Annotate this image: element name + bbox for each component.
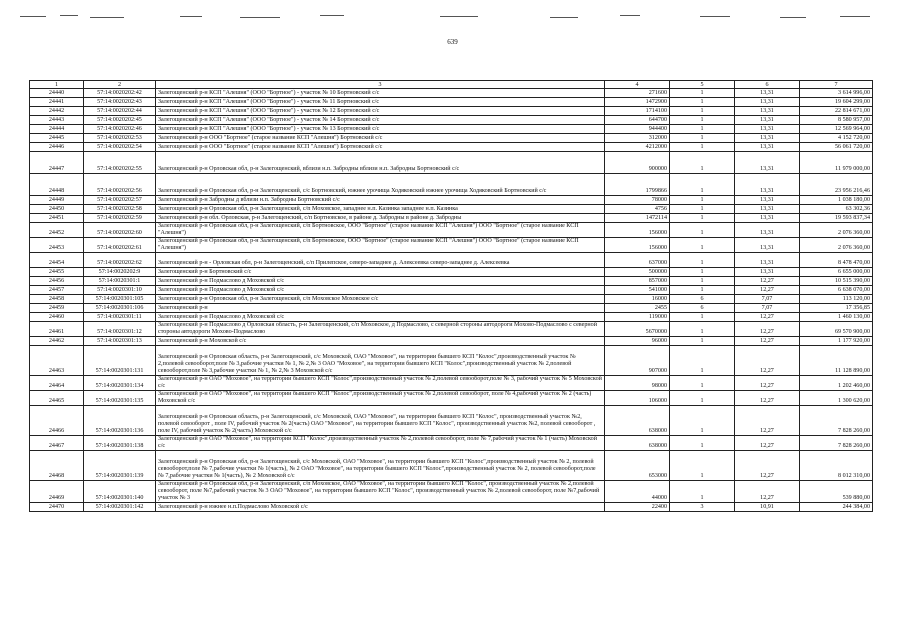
location-description-cell: Залегощенский р-н Орловская обл, р-н Залегощенский, с/п Моховское, ОАО "Моховое", на территории бывшего КСП "Колос", производственный участок № 2,полевой севооборот, поле №7,рабочий участок № 3 ОАО "Моховое", на территории бывшего КСП "Колос", производственный участок № 2,полевой севооборот, поле №7,рабочий участок № 3 (156, 481, 605, 503)
table-row (30, 436, 873, 451)
price-cell: 13,31 (735, 238, 800, 253)
cadastral-value-cell: 69 570 900,00 (800, 322, 873, 337)
area-cell: 119000 (605, 313, 670, 322)
location-description-cell: Залегощенский р-н КСП "Алешня" (ООО "Бортное") - участок № 12 Бортновский с/с (156, 107, 605, 116)
cadastral-value-cell: 22 814 671,00 (800, 107, 873, 116)
cadastral-number-cell: 57:14:0020301:1 (84, 277, 156, 286)
share-cell: 1 (670, 286, 735, 295)
location-description-cell: Залегощенский р-н Моховской с/с (156, 337, 605, 346)
cadastral-value-cell: 63 302,36 (800, 205, 873, 214)
share-cell: 1 (670, 125, 735, 134)
table-row (30, 322, 873, 337)
cadastral-number-cell: 57:14:0020301:135 (84, 391, 156, 406)
area-cell: 312000 (605, 134, 670, 143)
share-cell: 1 (670, 205, 735, 214)
row-number-cell: 24451 (30, 214, 84, 223)
land-register-table (29, 80, 873, 512)
cadastral-value-cell: 4 152 720,00 (800, 134, 873, 143)
cadastral-number-cell: 57:14:0020202:56 (84, 174, 156, 196)
price-cell: 13,31 (735, 152, 800, 174)
row-number-cell: 24446 (30, 143, 84, 152)
table-row (30, 253, 873, 268)
table-row (30, 205, 873, 214)
share-cell: 1 (670, 196, 735, 205)
cadastral-number-cell: 57:14:0020301:10 (84, 286, 156, 295)
area-cell: 98000 (605, 376, 670, 391)
share-cell: 1 (670, 406, 735, 436)
row-number-cell: 24445 (30, 134, 84, 143)
share-cell: 3 (670, 503, 735, 512)
table-row (30, 174, 873, 196)
area-cell: 271600 (605, 89, 670, 98)
cadastral-value-cell: 19 604 299,00 (800, 98, 873, 107)
header-cell: 5 (670, 81, 735, 89)
cadastral-value-cell: 8 478 470,00 (800, 253, 873, 268)
table-row (30, 286, 873, 295)
cadastral-number-cell: 57:14:0020301:136 (84, 406, 156, 436)
row-number-cell: 24460 (30, 313, 84, 322)
location-description-cell: Залегощенский р-н ООО "Бортное" (старое название КСП "Алешня") Бортновский с/с (156, 134, 605, 143)
cadastral-number-cell: 57:14:0020301:138 (84, 436, 156, 451)
area-cell: 541000 (605, 286, 670, 295)
share-cell: 1 (670, 391, 735, 406)
area-cell: 644700 (605, 116, 670, 125)
share-cell: 1 (670, 134, 735, 143)
location-description-cell: Залегощенский р-н ООО "Бортное" (старое название КСП "Алешня") Бортновский с/с (156, 143, 605, 152)
table-row (30, 223, 873, 238)
area-cell: 1472114 (605, 214, 670, 223)
row-number-cell: 24443 (30, 116, 84, 125)
row-number-cell: 24449 (30, 196, 84, 205)
row-number-cell: 24454 (30, 253, 84, 268)
table-row (30, 134, 873, 143)
share-cell: 1 (670, 107, 735, 116)
share-cell: 1 (670, 346, 735, 376)
table-row (30, 481, 873, 503)
cadastral-number-cell: 57:14:0020202:61 (84, 238, 156, 253)
table-row (30, 277, 873, 286)
location-description-cell: Залегощенский р-н Орловская обл, р-н Залегощенский, с/п Моховское, западнее н.п. Казинка западнее н.п. Казинка (156, 205, 605, 214)
area-cell: 944400 (605, 125, 670, 134)
price-cell: 13,31 (735, 205, 800, 214)
cadastral-value-cell: 539 880,00 (800, 481, 873, 503)
share-cell: 1 (670, 277, 735, 286)
area-cell: 96000 (605, 337, 670, 346)
price-cell: 12,27 (735, 277, 800, 286)
table-row (30, 98, 873, 107)
cadastral-number-cell: 57:14:0020301:139 (84, 451, 156, 481)
row-number-cell: 24465 (30, 391, 84, 406)
cadastral-value-cell: 7 828 260,00 (800, 436, 873, 451)
share-cell: 1 (670, 89, 735, 98)
row-number-cell: 24459 (30, 304, 84, 313)
row-number-cell: 24448 (30, 174, 84, 196)
price-cell: 12,27 (735, 406, 800, 436)
table-row (30, 125, 873, 134)
share-cell: 1 (670, 98, 735, 107)
table-row (30, 376, 873, 391)
row-number-cell: 24468 (30, 451, 84, 481)
table-row (30, 313, 873, 322)
share-cell: 1 (670, 451, 735, 481)
cadastral-value-cell: 10 515 390,00 (800, 277, 873, 286)
price-cell: 7,07 (735, 304, 800, 313)
cadastral-value-cell: 2 076 360,00 (800, 238, 873, 253)
cadastral-value-cell: 1 202 460,00 (800, 376, 873, 391)
price-cell: 13,31 (735, 143, 800, 152)
cadastral-value-cell: 11 979 000,00 (800, 152, 873, 174)
location-description-cell: Залегощенский р-н Орловская обл, р-н Залегощенский, с/п Бортновское, ООО "Бортное" (старое название КСП "Алешня") ООО "Бортное" (старое название КСП "Алешня") (156, 238, 605, 253)
area-cell: 44000 (605, 481, 670, 503)
area-cell: 78000 (605, 196, 670, 205)
table-row (30, 503, 873, 512)
location-description-cell: Залегощенский р-н южнее н.п.Подмаслово Моховской с/с (156, 503, 605, 512)
location-description-cell: Залегощенский р-н Подмаслово д Моховской с/с (156, 277, 605, 286)
row-number-cell: 24461 (30, 322, 84, 337)
cadastral-value-cell: 6 655 000,00 (800, 268, 873, 277)
share-cell: 1 (670, 214, 735, 223)
table-row (30, 116, 873, 125)
cadastral-value-cell: 1 460 130,00 (800, 313, 873, 322)
share-cell: 1 (670, 116, 735, 125)
area-cell: 907000 (605, 346, 670, 376)
cadastral-value-cell: 23 956 216,46 (800, 174, 873, 196)
table-row (30, 196, 873, 205)
header-cell: 4 (605, 81, 670, 89)
scan-noise-strip (20, 14, 880, 20)
area-cell: 4756 (605, 205, 670, 214)
area-cell: 500000 (605, 268, 670, 277)
price-cell: 12,27 (735, 451, 800, 481)
row-number-cell: 24462 (30, 337, 84, 346)
row-number-cell: 24469 (30, 481, 84, 503)
location-description-cell: Залегощенский р-н Орловская обл, р-н Залегощенский, с/с Бортновский, южнее урочища Ходяковский южнее урочища Ходяковский Бортновский с/с (156, 174, 605, 196)
table-row (30, 346, 873, 376)
cadastral-value-cell: 7 828 260,00 (800, 406, 873, 436)
area-cell: 22400 (605, 503, 670, 512)
location-description-cell: Залегощенский р-н КСП "Алешня" (ООО "Бортное") - участок № 14 Бортновский с/с (156, 116, 605, 125)
cadastral-number-cell: 57:14:0020202:62 (84, 253, 156, 268)
area-cell: 653000 (605, 451, 670, 481)
share-cell: 1 (670, 143, 735, 152)
row-number-cell: 24457 (30, 286, 84, 295)
table-row (30, 337, 873, 346)
row-number-cell: 24441 (30, 98, 84, 107)
row-number-cell: 24456 (30, 277, 84, 286)
cadastral-number-cell: 57:14:0020202:58 (84, 205, 156, 214)
location-description-cell: Залегощенский р-н - Орловская обл, р-н Залегощенский, с/п Прилепское, северо-западнее д. Алексеевка северо-западнее д. Алексеевка (156, 253, 605, 268)
cadastral-value-cell: 113 120,00 (800, 295, 873, 304)
cadastral-number-cell: 57:14:0020202:46 (84, 125, 156, 134)
row-number-cell: 24452 (30, 223, 84, 238)
price-cell: 13,31 (735, 223, 800, 238)
price-cell: 12,27 (735, 376, 800, 391)
share-cell: 1 (670, 268, 735, 277)
row-number-cell: 24458 (30, 295, 84, 304)
location-description-cell: Залегощенский р-н Бортновский с/с (156, 268, 605, 277)
cadastral-number-cell: 57:14:0020301:131 (84, 346, 156, 376)
area-cell: 638000 (605, 436, 670, 451)
price-cell: 13,31 (735, 268, 800, 277)
cadastral-value-cell: 3 614 996,00 (800, 89, 873, 98)
cadastral-value-cell: 6 638 070,00 (800, 286, 873, 295)
price-cell: 12,27 (735, 391, 800, 406)
row-number-cell: 24467 (30, 436, 84, 451)
area-cell: 5670000 (605, 322, 670, 337)
area-cell: 1799866 (605, 174, 670, 196)
row-number-cell: 24450 (30, 205, 84, 214)
location-description-cell: Залегощенский р-н Подмаслово д Орловская область, р-н Залегощенский, с/п Моховское, д Подмаслово, с северной стороны автодороги Мохово-Подмаслово с северной стороны автодороги Мохово-Подмаслово (156, 322, 605, 337)
header-cell: 3 (156, 81, 605, 89)
price-cell: 13,31 (735, 174, 800, 196)
header-cell: 6 (735, 81, 800, 89)
location-description-cell: Залегощенский р-н Орловская обл, р-н Залегощенский, вблизи н.п. Забродны вблизи н.п. Забродны Бортновский с/с (156, 152, 605, 174)
area-cell: 4212000 (605, 143, 670, 152)
location-description-cell: Залегощенский р-н Орловская область, р-н Залегощенский, с/с Моховской, ОАО "Моховое", на территории бывшего КСП "Колос", производственный участок №2, полевой севооборот , поле IV, рабочий участок № 2(часть) ОАО "Моховое", на территории бывшего КСП "Колос", производственный участок №2, полевой севооборот , поле IV, рабочий участок № 2(часть) Моховской с/с (156, 406, 605, 436)
table-row (30, 391, 873, 406)
location-description-cell: Залегощенский р-н КСП "Алешня" (ООО "Бортное") - участок № 11 Бортновский с/с (156, 98, 605, 107)
header-row (30, 81, 873, 89)
share-cell: 1 (670, 238, 735, 253)
table-row (30, 451, 873, 481)
cadastral-value-cell: 2 076 360,00 (800, 223, 873, 238)
cadastral-number-cell: 57:14:0020301:106 (84, 304, 156, 313)
location-description-cell: Залегощенский р-н Орловская обл, р-н Залегощенский, с/п Бортновское, ООО "Бортное" (старое название КСП "Алешня") ООО "Бортное" (старое название КСП "Алешня") (156, 223, 605, 238)
price-cell: 13,31 (735, 196, 800, 205)
area-cell: 2455 (605, 304, 670, 313)
cadastral-number-cell: 57:14:0020202:57 (84, 196, 156, 205)
share-cell: 1 (670, 152, 735, 174)
location-description-cell: Залегощенский р-н ОАО "Моховое", на территории бывшего КСП "Колос",производственный участок № 2,полевой севооборот,поле № 3, рабочий участок № 5 Моховской с/с (156, 376, 605, 391)
cadastral-value-cell: 8 012 310,00 (800, 451, 873, 481)
location-description-cell: Залегощенский р-н Подмаслово д Моховской с/с (156, 313, 605, 322)
header-cell: 1 (30, 81, 84, 89)
area-cell: 638000 (605, 406, 670, 436)
share-cell: 1 (670, 376, 735, 391)
location-description-cell: Залегощенский р-н (156, 304, 605, 313)
price-cell: 12,27 (735, 346, 800, 376)
cadastral-number-cell: 57:14:0020301:140 (84, 481, 156, 503)
cadastral-value-cell: 56 061 720,00 (800, 143, 873, 152)
share-cell: 1 (670, 322, 735, 337)
cadastral-number-cell: 57:14:0020202:9 (84, 268, 156, 277)
location-description-cell: Залегощенский р-н Орловская область, р-н Залегощенский, с/с Моховской, ОАО "Моховое", на территории бывшего КСП "Колос",производственный участок № 2,полевой севооборот,поле № 3,рабочие участки № 1, № 2,№ 3 ОАО "Моховое", на территории бывшего КСП "Колос",производственный участок № 2,полевой севооборот,поле № 3,рабочие участки № 1, № 2,№ 3 Моховской с/с (156, 346, 605, 376)
area-cell: 637000 (605, 253, 670, 268)
price-cell: 12,27 (735, 286, 800, 295)
location-description-cell: Залегощенский р-н Орловская обл, р-н Залегощенский, с/п Моховское Моховское с/с (156, 295, 605, 304)
price-cell: 12,27 (735, 337, 800, 346)
cadastral-number-cell: 57:14:0020202:43 (84, 98, 156, 107)
row-number-cell: 24470 (30, 503, 84, 512)
cadastral-value-cell: 1 038 180,00 (800, 196, 873, 205)
share-cell: 1 (670, 253, 735, 268)
area-cell: 106000 (605, 391, 670, 406)
area-cell: 857000 (605, 277, 670, 286)
price-cell: 13,31 (735, 107, 800, 116)
share-cell: 1 (670, 174, 735, 196)
cadastral-value-cell: 17 356,85 (800, 304, 873, 313)
price-cell: 12,27 (735, 481, 800, 503)
page-number: 639 (447, 38, 458, 46)
area-cell: 900000 (605, 152, 670, 174)
table-row (30, 89, 873, 98)
table-row (30, 295, 873, 304)
price-cell: 13,31 (735, 116, 800, 125)
cadastral-number-cell: 57:14:0020301:11 (84, 313, 156, 322)
row-number-cell: 24466 (30, 406, 84, 436)
area-cell: 1472900 (605, 98, 670, 107)
area-cell: 1714100 (605, 107, 670, 116)
table-row (30, 214, 873, 223)
cadastral-number-cell: 57:14:0020202:54 (84, 143, 156, 152)
cadastral-number-cell: 57:14:0020301:142 (84, 503, 156, 512)
header-cell: 2 (84, 81, 156, 89)
table-row (30, 238, 873, 253)
share-cell: 1 (670, 481, 735, 503)
cadastral-number-cell: 57:14:0020202:55 (84, 152, 156, 174)
cadastral-number-cell: 57:14:0020301:105 (84, 295, 156, 304)
cadastral-value-cell: 244 384,00 (800, 503, 873, 512)
row-number-cell: 24463 (30, 346, 84, 376)
price-cell: 12,27 (735, 436, 800, 451)
share-cell: 1 (670, 337, 735, 346)
location-description-cell: Залегощенский р-н Забродны д вблизи н.п. Забродны Бортновский с/с (156, 196, 605, 205)
location-description-cell: Залегощенский р-н Орловская обл, р-н Залегощенский, с/с Моховской, ОАО "Моховое", на территории бывшего КСП "Колос",производственный участок № 2, полевой севооборот,поле № 7,рабочие участки № 1(часть), № 2 ОАО "Моховое", на территории бывшего КСП "Колос",производственный участок № 2, полевой севооборот,поле № 7,рабочие участки № 1(часть), № 2 Моховской с/с (156, 451, 605, 481)
cadastral-value-cell: 1 300 620,00 (800, 391, 873, 406)
price-cell: 12,27 (735, 313, 800, 322)
row-number-cell: 24453 (30, 238, 84, 253)
share-cell: 1 (670, 223, 735, 238)
table-row (30, 107, 873, 116)
table-row (30, 268, 873, 277)
location-description-cell: Залегощенский р-н КСП "Алешня" (ООО "Бортное") - участок № 10 Бортновский с/с (156, 89, 605, 98)
row-number-cell: 24442 (30, 107, 84, 116)
location-description-cell: Залегощенский р-н ОАО "Моховое", на территории бывшего КСП "Колос",производственный участок № 2,полевой севооборот, поле № 4,рабочий участок № 2 (часть) Моховской с/с (156, 391, 605, 406)
cadastral-number-cell: 57:14:0020301:134 (84, 376, 156, 391)
price-cell: 13,31 (735, 134, 800, 143)
cadastral-number-cell: 57:14:0020202:53 (84, 134, 156, 143)
price-cell: 7,07 (735, 295, 800, 304)
cadastral-value-cell: 11 128 890,00 (800, 346, 873, 376)
cadastral-number-cell: 57:14:0020202:45 (84, 116, 156, 125)
row-number-cell: 24447 (30, 152, 84, 174)
location-description-cell: Залегощенский р-н КСП "Алешня" (ООО "Бортное") - участок № 13 Бортновский с/с (156, 125, 605, 134)
cadastral-value-cell: 1 177 920,00 (800, 337, 873, 346)
cadastral-number-cell: 57:14:0020202:44 (84, 107, 156, 116)
cadastral-value-cell: 19 593 837,34 (800, 214, 873, 223)
row-number-cell: 24444 (30, 125, 84, 134)
area-cell: 16000 (605, 295, 670, 304)
price-cell: 10,91 (735, 503, 800, 512)
area-cell: 156000 (605, 223, 670, 238)
header-cell: 7 (800, 81, 873, 89)
cadastral-number-cell: 57:14:0020301:12 (84, 322, 156, 337)
row-number-cell: 24455 (30, 268, 84, 277)
share-cell: 6 (670, 295, 735, 304)
share-cell: 6 (670, 304, 735, 313)
share-cell: 1 (670, 436, 735, 451)
row-number-cell: 24464 (30, 376, 84, 391)
cadastral-number-cell: 57:14:0020202:59 (84, 214, 156, 223)
price-cell: 13,31 (735, 214, 800, 223)
location-description-cell: Залегощенский р-н обл. Орловская, р-н Залегощенский, с/п Бортновское, в районе д. Забродны в районе д. Забродны (156, 214, 605, 223)
price-cell: 13,31 (735, 125, 800, 134)
location-description-cell: Залегощенский р-н ОАО "Моховое", на территории КСП "Колос",производственный участок № 2,полевой севооборот, поле № 7,рабочий участок № 1 (часть) Моховской с/с (156, 436, 605, 451)
price-cell: 12,27 (735, 322, 800, 337)
table-row (30, 406, 873, 436)
table-row (30, 152, 873, 174)
price-cell: 13,31 (735, 98, 800, 107)
cadastral-number-cell: 57:14:0020301:13 (84, 337, 156, 346)
cadastral-number-cell: 57:14:0020202:42 (84, 89, 156, 98)
table-row (30, 304, 873, 313)
area-cell: 156000 (605, 238, 670, 253)
cadastral-value-cell: 12 569 964,00 (800, 125, 873, 134)
row-number-cell: 24440 (30, 89, 84, 98)
cadastral-value-cell: 8 580 957,00 (800, 116, 873, 125)
location-description-cell: Залегощенский р-н Подмаслово д Моховской с/с (156, 286, 605, 295)
share-cell: 1 (670, 313, 735, 322)
table-row (30, 143, 873, 152)
price-cell: 13,31 (735, 89, 800, 98)
cadastral-number-cell: 57:14:0020202:60 (84, 223, 156, 238)
price-cell: 13,31 (735, 253, 800, 268)
